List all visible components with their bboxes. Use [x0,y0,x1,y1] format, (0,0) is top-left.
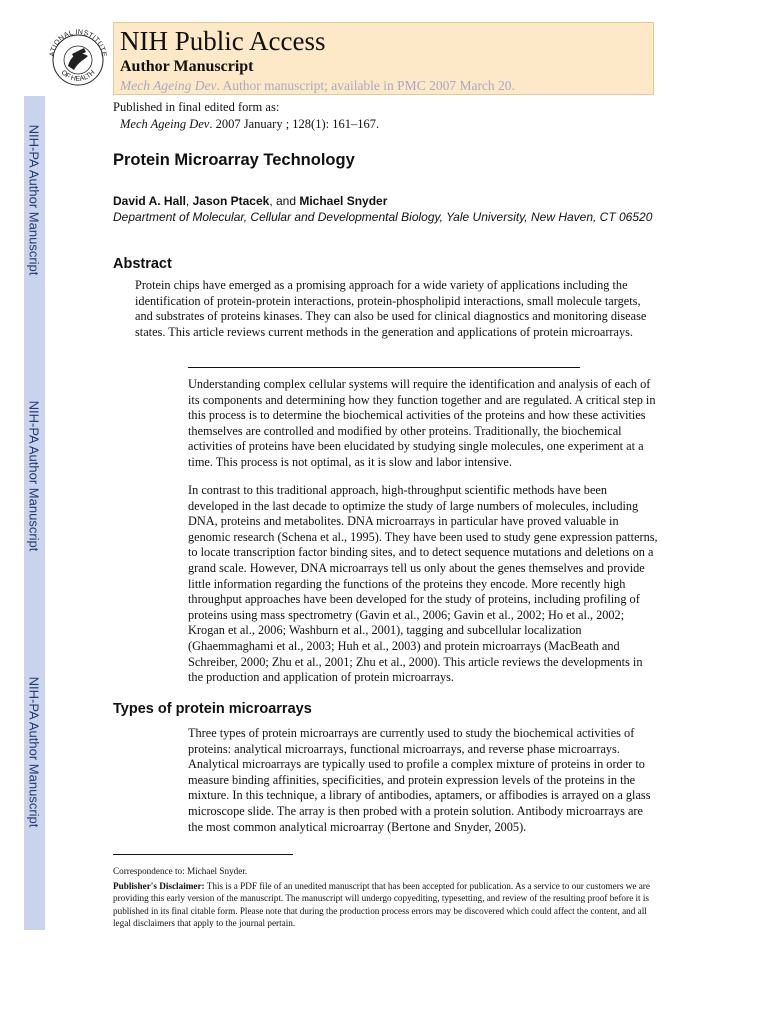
publication-label: Published in final edited form as: [113,100,280,114]
publication-journal: Mech Ageing Dev [120,117,210,131]
publication-citation [113,116,379,133]
author-ptacek: Jason Ptacek [192,194,270,208]
article-title: Protein Microarray Technology [113,151,355,169]
disclaimer-label: Publisher's Disclaimer: [113,881,205,891]
body-paragraph-3: Three types of protein microarrays are currently used to study the biochemical activities of proteins: analytical microarrays, functional microarrays, and reverse phase microarrays. Analytical microarrays are typically used to profile a complex mixture of proteins in order to measure binding affinities, specificities, and protein expression levels of the proteins in the mixture. In this technique, a library of antibodies, aptamers, or affibodies is arrayed on a glass microscope slide. The array is then probed with a protein solution. Antibody microarrays are the most common analytical microarray (Bertone and Snyder, 2005). [188,726,651,834]
author-separator: , and [269,194,300,208]
banner-journal: Mech Ageing Dev [120,78,217,93]
author-hall: David A. Hall [113,194,186,208]
banner-availability [120,78,515,94]
author-snyder: Michael Snyder [299,194,388,208]
svg-text:OF HEALTH: OF HEALTH [59,69,97,83]
affiliation: Department of Molecular, Cellular and Developmental Biology, Yale University, New Haven, CT 06520 [113,210,653,224]
nih-logo-icon [44,18,112,98]
svg-text:NATIONAL INSTITUTES: ATIONAL INSTITUTE [48,28,108,58]
publisher-disclaimer [113,880,661,930]
section-heading-types: Types of protein microarrays [113,701,312,717]
publication-info [113,99,379,133]
publication-citation-text: . 2007 January ; 128(1): 161–167. [209,117,380,131]
banner-title: NIH Public Access [120,26,326,56]
correspondence-note: Correspondence to: Michael Snyder. [113,866,248,876]
abstract-text: Protein chips have emerged as a promising approach for a wide variety of applications including the identification of protein-protein interactions, protein-phospholipid interactions, small molecule targets, and substrates of proteins kinases. They can also be used for clinical diagnostics and monitoring disease states. This article reviews current methods in the generation and applications of protein microarrays. [135,278,647,339]
abstract-heading: Abstract [113,256,172,272]
nih-logo [44,18,112,98]
body-paragraph-1: Understanding complex cellular systems will require the identification and analysis of each of its components and determining how they function together and are regulated. A critical step in this process is to determine the biochemical activities of the proteins and how these activities themselves are controlled and modified by other proteins. Traditionally, the biochemical activities of proteins have been elucidated by studying single molecules, one experiment at a time. This process is not optimal, as it is slow and labor intensive. [188,377,656,469]
author-separator: , [185,194,193,208]
disclaimer-text: This is a PDF file of an unedited manuscript that has been accepted for publication. As a service to our customers we are providing this early version of the manuscript. The manuscript will undergo copyediting, typesetting, and review of the resulting proof before it is published in its final citable form. Please note that during the production process errors may be discovered which could affect the content, and all legal disclaimers that apply to the journal pertain. [113,881,650,929]
abstract-divider [188,367,580,368]
banner-availability-text: . Author manuscript; available in PMC 2007 March 20. [216,78,515,93]
author-list [113,194,387,208]
body-paragraph-2: In contrast to this traditional approach, high-throughput scientific methods have been developed in the last decade to optimize the study of large numbers of molecules, including DNA, proteins and metabolites. DNA microarrays in particular have proved valuable in genomic research (Schena et al., 1995). They have been used to study gene expression patterns, to locate transcription factor binding sites, and to detect sequence mutations and deletions on a grand scale. However, DNA microarrays tell us only about the genes themselves and provide little information regarding the functions of the proteins they encode. More recently high throughput approaches have been developed for the study of proteins, including profiling of proteins using mass spectrometry (Gavin et al., 2006; Gavin et al., 2002; Ho et al., 2002; Krogan et al., 2006; Washburn et al., 2001), tagging and subcellular localization (Ghaemmaghami et al., 2003; Huh et al., 2003) and protein microarrays (MacBeath and Schreiber, 2000; Zhu et al., 2001; Zhu et al., 2000). This article reviews the developments in the production and application of protein microarrays. [188,483,658,685]
nih-public-access-banner [113,22,654,95]
footnote-divider [113,854,293,855]
banner-subtitle: Author Manuscript [120,58,254,75]
